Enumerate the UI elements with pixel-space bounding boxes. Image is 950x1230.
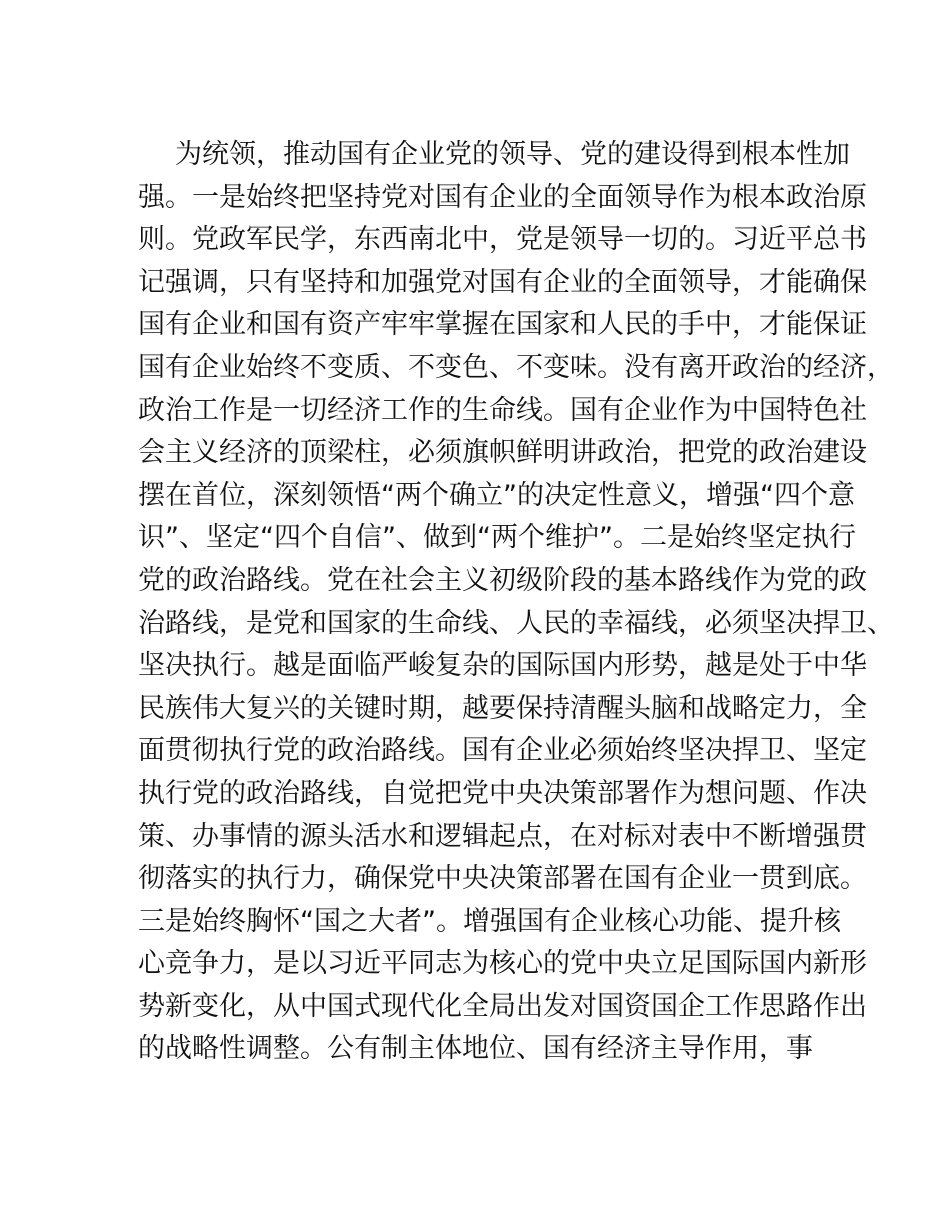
text-line: 的战略性调整。公有制主体地位、国有经济主导作用，事: [138, 1033, 813, 1065]
text-line: 国有企业和国有资产牢牢掌握在国家和人民的手中，才能保证: [138, 309, 867, 341]
document-body: [138, 134, 894, 1071]
text-line: 强。一是始终把坚持党对国有企业的全面领导作为根本政治原: [138, 181, 867, 213]
text-line: 策、办事情的源头活水和逻辑起点，在对标对表中不断增强贯: [138, 820, 867, 852]
text-line: 势新变化，从中国式现代化全局出发对国资国企工作思路作出: [138, 990, 867, 1022]
text-line: 心竞争力，是以习近平同志为核心的党中央立足国际国内新形: [138, 948, 867, 980]
text-line: 执行党的政治路线，自觉把党中央决策部署作为想问题、作决: [138, 777, 867, 809]
text-line: 摆在首位，深刻领悟“两个确立”的决定性意义，增强“四个意: [138, 479, 855, 511]
text-line: 记强调，只有坚持和加强党对国有企业的全面领导，才能确保: [138, 266, 867, 298]
text-line: 会主义经济的顶梁柱，必须旗帜鲜明讲政治，把党的政治建设: [138, 437, 867, 469]
text-line: 识”、坚定“四个自信”、做到“两个维护”。二是始终坚定执行: [138, 522, 856, 554]
text-line: 政治工作是一切经济工作的生命线。国有企业作为中国特色社: [138, 394, 867, 426]
text-line: 则。党政军民学，东西南北中，党是领导一切的。习近平总书: [138, 224, 867, 256]
text-line: 坚决执行。越是面临严峻复杂的国际国内形势，越是处于中华: [138, 650, 867, 682]
text-line: 为统领，推动国有企业党的领导、党的建设得到根本性加: [175, 139, 850, 170]
text-line: 民族伟大复兴的关键时期，越要保持清醒头脑和战略定力，全: [138, 692, 867, 724]
text-line: 彻落实的执行力，确保党中央决策部署在国有企业一贯到底。: [138, 863, 867, 895]
text-line: 国有企业始终不变质、不变色、不变味。没有离开政治的经济，: [138, 351, 894, 383]
text-line: 治路线，是党和国家的生命线、人民的幸福线，必须坚决捍卫、: [138, 607, 894, 639]
text-line: 三是始终胸怀“国之大者”。增强国有企业核心功能、提升核: [138, 905, 841, 937]
text-line: 党的政治路线。党在社会主义初级阶段的基本路线作为党的政: [138, 564, 867, 596]
text-line: 面贯彻执行党的政治路线。国有企业必须始终坚决捍卫、坚定: [138, 735, 867, 767]
